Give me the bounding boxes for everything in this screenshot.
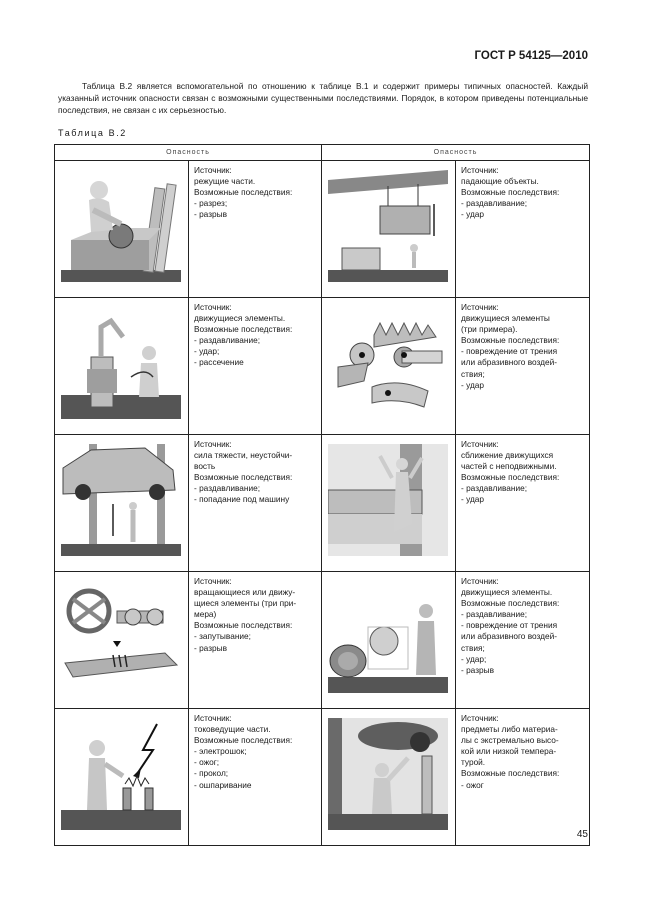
hazard-description-cell [189, 709, 322, 846]
hazard-line: - ожог [461, 779, 484, 790]
standard-designation: ГОСТ Р 54125—2010 [474, 50, 588, 62]
hazard-line: - раздавливание; [461, 198, 528, 209]
table-row [55, 435, 590, 572]
page-number: 45 [576, 829, 588, 840]
hazard-description-cell [189, 572, 322, 709]
hazard-description-cell [456, 161, 590, 298]
hazard-image-cell [322, 709, 456, 846]
hazard-image-cell [55, 298, 189, 435]
electric-shock-illustration [61, 718, 181, 830]
moving-elements-illustration [61, 307, 181, 419]
hazard-line: - раздавливание; [461, 483, 528, 494]
hazard-line: Возможные последствия: [461, 472, 560, 483]
hazard-line: - раздавливание; [194, 483, 261, 494]
hazard-line: - повреждение от трения [461, 346, 558, 357]
intro-paragraph: Таблица В.2 является вспомогательной по отношению к таблице В.1 и содержит примеры типичных опасностей. Каждый указанный источник опасности связан с возможными существенными последствиями. Порядок, в котором приведены потенциальные последствия, не связан с их серьезностью. [58, 81, 588, 115]
table-header-row [55, 145, 590, 161]
table-row [55, 572, 590, 709]
table-caption: Таблица В.2 [58, 128, 127, 138]
hazard-line: - ошпаривание [194, 779, 252, 790]
hazard-line: лы с экстремально высо- [461, 735, 559, 746]
hazard-line: или абразивного воздей- [461, 357, 558, 368]
extreme-temperature-illustration [328, 718, 448, 830]
hazard-line: - ожог; [194, 757, 220, 768]
hazard-line: вращающиеся или движу- [194, 587, 296, 598]
hazard-line: - удар; [461, 653, 487, 664]
table-row [55, 709, 590, 846]
moving-elements-three-examples-illustration [328, 307, 448, 419]
hazard-line: кой или низкой темпера- [461, 746, 557, 757]
hazard-line: Возможные последствия: [461, 335, 560, 346]
hazard-line: Возможные последствия: [461, 768, 560, 779]
hazard-line: сближение движущихся [461, 450, 554, 461]
hazard-line: Возможные последствия: [194, 324, 293, 335]
column-header-right: Опасность [322, 145, 590, 161]
hazard-description-cell [189, 435, 322, 572]
hazard-line: - удар [461, 379, 485, 390]
hazard-line: падающие объекты. [461, 176, 539, 187]
moving-elements-cable-drum-illustration [328, 581, 448, 693]
hazard-line: - рассечение [194, 357, 244, 368]
hazard-line: Источник: [194, 165, 232, 175]
hazard-line: - повреждение от трения [461, 620, 558, 631]
hazard-line: Возможные последствия: [194, 620, 293, 631]
hazard-line: Возможные последствия: [194, 472, 293, 483]
hazard-description-cell [456, 709, 590, 846]
hazard-description-cell [456, 435, 590, 572]
hazard-line: - прокол; [194, 768, 229, 779]
hazard-line: режущие части. [194, 176, 256, 187]
hazard-line: Источник: [194, 439, 232, 449]
hazard-image-cell [322, 572, 456, 709]
hazard-line: турой. [461, 757, 486, 768]
hazard-line: Источник: [194, 576, 232, 586]
hazard-line: - разрыв [194, 209, 227, 220]
hazard-line: или абразивного воздей- [461, 631, 558, 642]
hazard-line: Возможные последствия: [194, 187, 293, 198]
hazard-line: движущиеся элементы [461, 313, 550, 324]
hazard-image-cell [55, 709, 189, 846]
hazard-line: - удар [461, 494, 485, 505]
hazard-line: Источник: [461, 576, 499, 586]
hazard-line: - раздавливание; [194, 335, 261, 346]
hazard-image-cell [55, 435, 189, 572]
hazard-line: щиеся элементы (три при- [194, 598, 297, 609]
hazard-line: предметы либо материа- [461, 724, 558, 735]
hazard-line: - удар; [194, 346, 220, 357]
hazard-line: Источник: [461, 165, 499, 175]
hazard-line: - запутывание; [194, 631, 251, 642]
hazard-image-cell [322, 161, 456, 298]
car-lift-gravity-illustration [61, 444, 181, 556]
hazard-line: - разрыв [194, 642, 227, 653]
hazard-line: - электрошок; [194, 746, 247, 757]
hazard-description-cell [189, 298, 322, 435]
hazard-line: Возможные последствия: [194, 735, 293, 746]
hazard-line: Источник: [461, 302, 499, 312]
hazard-image-cell [55, 572, 189, 709]
hazard-image-cell [322, 435, 456, 572]
hazard-table [54, 144, 590, 846]
hazard-line: Источник: [194, 302, 232, 312]
table-row [55, 161, 590, 298]
hazard-line: (три примера). [461, 324, 518, 335]
hazard-description-cell [456, 572, 590, 709]
hazard-line: токоведущие части. [194, 724, 271, 735]
hazard-description-cell [456, 298, 590, 435]
column-header-left: Опасность [55, 145, 322, 161]
hazard-line: ствия; [461, 642, 485, 653]
hazard-line: Источник: [461, 439, 499, 449]
hazard-line: - удар [461, 209, 485, 220]
cutting-parts-illustration [61, 170, 181, 282]
hazard-line: сила тяжести, неустойчи- [194, 450, 293, 461]
rotating-elements-illustration [61, 581, 181, 693]
hazard-line: - разрыв [461, 664, 494, 675]
hazard-line: Источник: [461, 713, 499, 723]
hazard-line: движущиеся элементы. [461, 587, 553, 598]
hazard-image-cell [322, 298, 456, 435]
hazard-description-cell [189, 161, 322, 298]
hazard-line: мера) [194, 609, 217, 620]
hazard-line: - разрез; [194, 198, 228, 209]
hazard-line: вость [194, 461, 216, 472]
hazard-line: частей с неподвижными. [461, 461, 557, 472]
hazard-line: Возможные последствия: [461, 187, 560, 198]
approaching-parts-illustration [328, 444, 448, 556]
table-row [55, 298, 590, 435]
hazard-line: Источник: [194, 713, 232, 723]
hazard-line: Возможные последствия: [461, 598, 560, 609]
falling-objects-illustration [328, 170, 448, 282]
hazard-line: - попадание под машину [194, 494, 290, 505]
hazard-line: ствия; [461, 368, 485, 379]
hazard-image-cell [55, 161, 189, 298]
hazard-line: - раздавливание; [461, 609, 528, 620]
hazard-line: движущиеся элементы. [194, 313, 286, 324]
